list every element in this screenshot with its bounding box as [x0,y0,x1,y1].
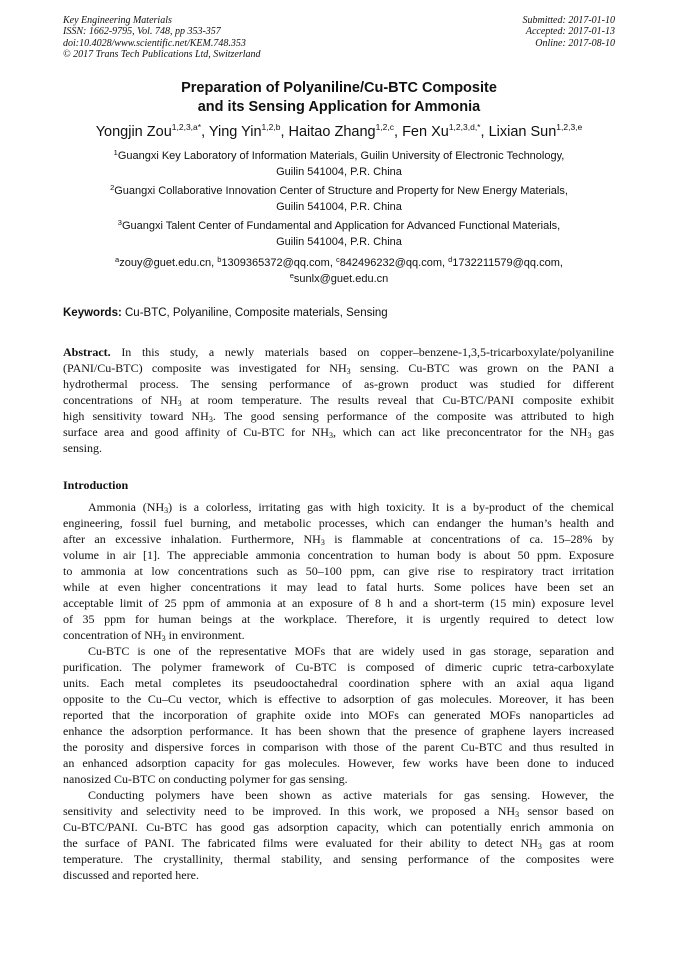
intro-paragraph-3: Conducting polymers have been shown as active materials for gas sensing. However, the sensitivity and selectivity need to be improved. In this work, we proposed a $NH_3$ sensor based on Cu-BTC/PANI. Cu-BTC has good gas adsorption capacity, which can potentially enrich ammonia on the surface of PANI. The fabricated films were evaluated for their ability to detect $NH_3$ gas at room temperature. The crystallinity, thermal stability, and sensing performance of the composites were discussed and reported here. [63,788,615,882]
affiliation-2: $^2$Guangxi Collaborative Innovation Center of Structure and Property for New Energy Materials, Guilin 541004, P.R. China [110,183,568,213]
author-emails: $^a$zouy@guet.edu.cn, $^b$1309365372@qq.com, $^c$842496232@qq.com, $^d$1732211579@qq.com, $^e$sunlx@guet.edu.cn [115,255,563,285]
journal-name: Key Engineering Materials [63,15,172,26]
journal-info [63,15,261,61]
author-list [0,124,678,140]
email-link[interactable]: zouy@guet.edu.cn, [119,257,218,269]
intro-paragraph-2: Cu-BTC is one of the representative MOFs that are widely used in gas storage, separation and purification. The polymer framework of Cu-BTC is composed of dimeric cupric tetra-carboxylate units. Each metal completes its pseudooctahedral coordination sphere with an axial aqua ligand opposite to the Cu–Cu vector, which is effective to adsorption of gas molecules. Moreover, it has been reported that the incorporation of graphite oxide into MOFs can generated MOFs nanoparticles ad enhance the adsorption performance. It has been shown that the presence of graphene layers increased the porosity and dispersive forces in comparison with those of the parent Cu-BTC and thus resulted in an enhanced adsorption capacity for gas molecules. However, few works have been done to induced nanosized Cu-BTC on conducting polymer for gas sensing. [63,644,614,786]
keywords [63,307,388,319]
keywords-label: Keywords: [63,307,122,319]
author: Haitao Zhang$^{1,2,c}$, [288,122,403,140]
email-link[interactable]: 1732211579@qq.com, [452,257,563,269]
affiliation-1: $^1$Guangxi Key Laboratory of Information Materials, Guilin University of Electronic Technology, Guilin 541004, P.R. China [113,148,565,178]
title-line: and its Sensing Application for Ammonia [197,99,481,115]
title-line: Preparation of Polyaniline/Cu-BTC Composite [181,80,497,96]
paper-title [0,79,678,117]
author: Fen $Xu^{1,2,3,d,*}$, [402,122,489,140]
journal-doi: doi:10.4028/www.scientific.net/KEM.748.353 [63,37,246,49]
author: Yongjin Zou$^{1,2,3,a*}$, [95,122,209,140]
abstract-label: Abstract. [63,345,111,359]
email-link[interactable]: 1309365372@qq.com, [221,257,336,269]
date-online: Online: 2017-08-10 [535,37,615,49]
section-heading-introduction: Introduction [63,478,129,492]
email-link[interactable]: 842496232@qq.com, [339,257,449,269]
journal-issn: ISSN: 1662-9795, Vol. 748, pp 353-357 [63,26,221,38]
abstract: Abstract. In this study, a newly materials based on copper–benzene-1,3,5-tricarboxylate/polyaniline (PANI/Cu-BTC) composite was investigated for $NH_3$ sensing. Cu-BTC was grown on the PANI a hydrothermal process. The sensing performance of as-grown product was studied for different concentrations of $NH_3$ at room temperature. The results reveal that Cu-BTC/PANI composite exhibit high sensitivity toward $NH_3$. The good sensing performance of the composite was attributed to high surface area and good affinity of Cu-BTC for $NH_3$, which can act like preconcentrator for the $NH_3$ gas sensing. [63,345,614,455]
author: Lixian Sun$^{1,2,3,e}$ [488,122,583,140]
publication-dates [523,15,616,49]
date-accepted: Accepted: 2017-01-13 [525,26,615,38]
keywords-text: Cu-BTC, Polyaniline, Composite materials, Sensing [121,307,388,319]
affiliation-3: $^3$Guangxi Talent Center of Fundamental and Application for Advanced Functional Materials, Guilin 541004, P.R. China [117,218,561,248]
date-submitted: Submitted: 2017-01-10 [522,15,615,26]
author: Ying Yin$^{1,2,b}$, [208,122,289,140]
journal-copyright: © 2017 Trans Tech Publications Ltd, Switzerland [63,49,261,61]
intro-paragraph-1: Ammonia $(NH_3)$ is a colorless, irritating gas with high toxicity. It is a by-product of the chemical engineering, fossil fuel burning, and metabolic processes, which can endanger the human’s health and after an excessive inhalation. Furthermore, $NH_3$ is flammable at concentrations of ca. 15–28% by volume in air [1]. The appreciable ammonia concentration to human body is about 50 ppm. Exposure to ammonia at low concentrations such as 50–100 ppm, can give rise to respiratory tract irritation while at even higher concentrations it may lead to fatal hurts. Some polices have been set an acceptable limit of 25 ppm of ammonia at an exposure of 8 h and a short-term (15 min) exposure level of 35 ppm for human beings at the workplace. Therefore, it is urgently required to detect low concentration of $NH_3$ in environment. [63,500,615,643]
email-link[interactable]: sunlx@guet.edu.cn [293,273,389,285]
